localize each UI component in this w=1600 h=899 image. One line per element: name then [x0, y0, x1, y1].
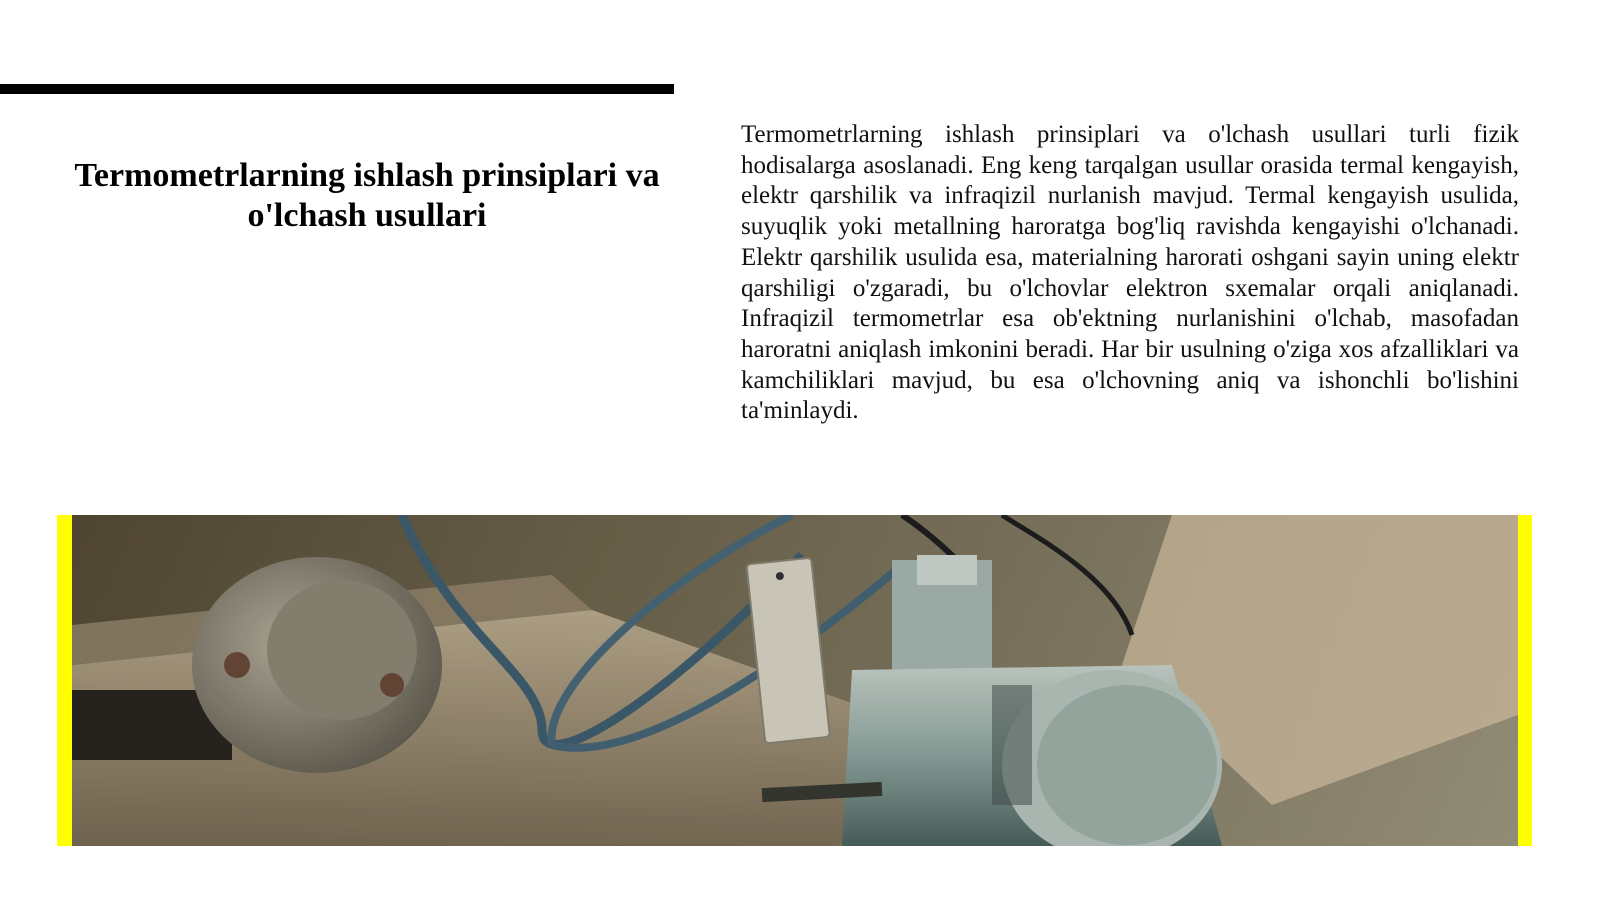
sensor-photo-illustration: [72, 515, 1518, 846]
sensor-photo: [72, 515, 1518, 846]
slide-body-text: Termometrlarning ishlash prinsiplari va o'lchash usullari turli fizik hodisalarga asoslanadi. Eng keng tarqalgan usullar orasida termal kengayish, elektr qarshilik va infraqizil nurlanish mavjud. Termal kengayish usulida, suyuqlik yoki metallning haroratga bog'liq ravishda kengayishi o'lchanadi. Elektr qarshilik usulida esa, materialning harorati oshgani sayin uning elektr qarshiligi o'zgaradi, bu o'lchovlar elektron sxemalar orqali aniqlanadi. Infraqizil termometrlar esa ob'ektning nurlanishini o'lchab, masofadan haroratni aniqlash imkonini beradi. Har bir usulning o'ziga xos afzalliklari va kamchiliklari mavjud, bu esa o'lchovning aniq va ishonchli bo'lishini ta'minlaydi.: [741, 121, 1519, 425]
top-rule-divider: [0, 84, 674, 94]
slide-title: Termometrlarning ishlash prinsiplari va o'lchash usullari: [74, 157, 660, 234]
